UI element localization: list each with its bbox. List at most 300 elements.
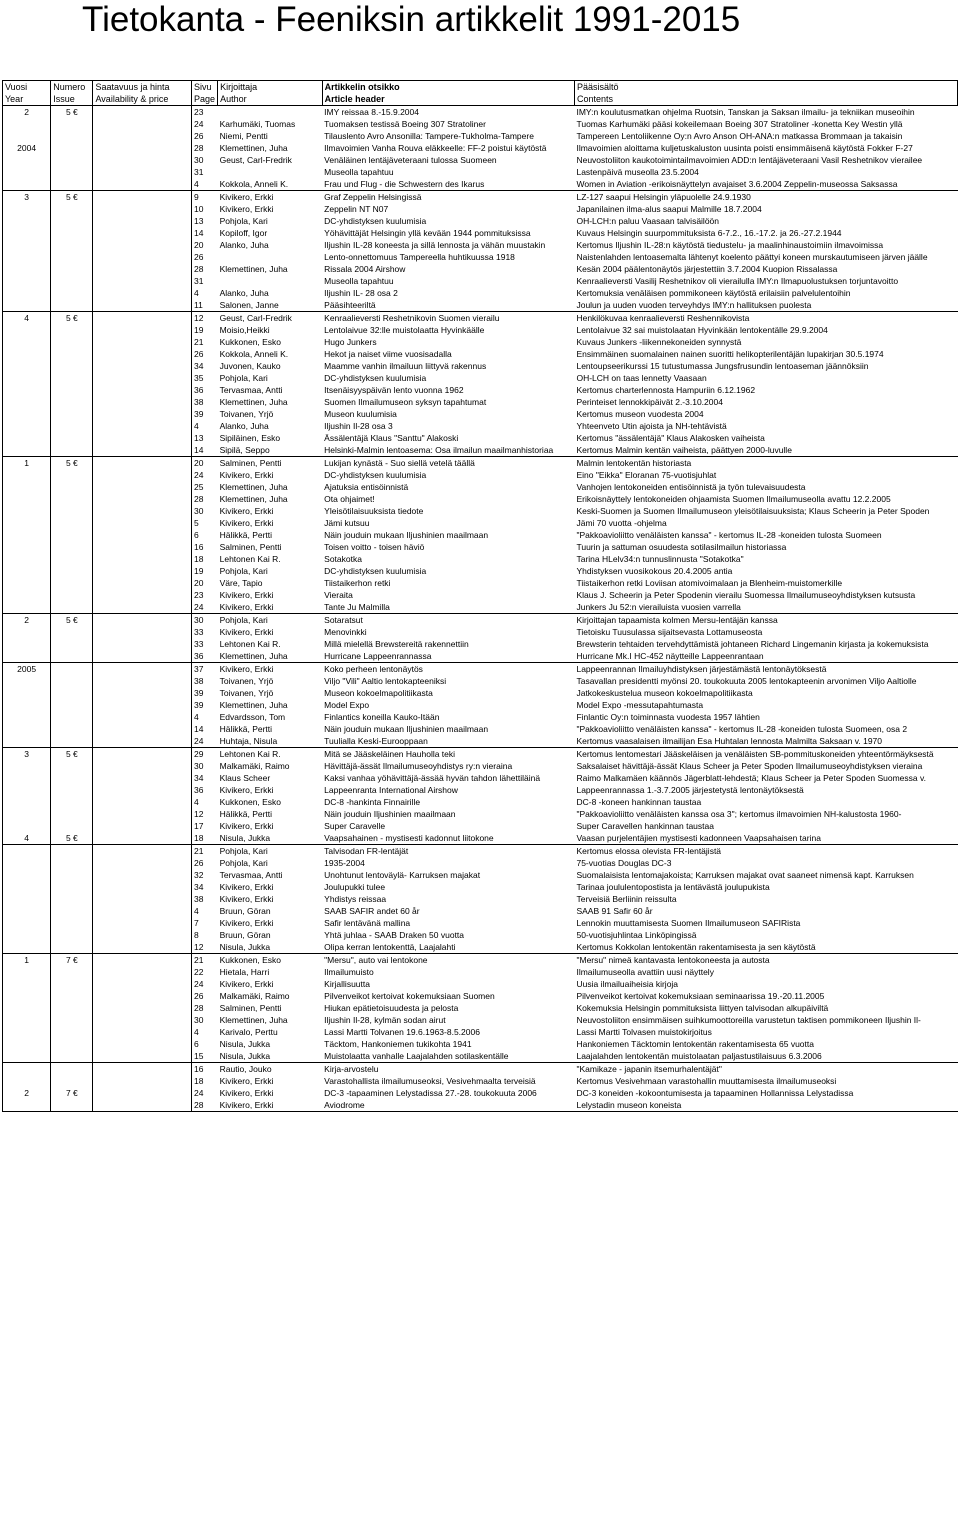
author-cell: Klemettinen, Juha xyxy=(219,494,288,504)
year-cell xyxy=(3,1099,51,1112)
year-cell xyxy=(3,444,51,457)
availability-cell xyxy=(93,505,192,517)
year-cell xyxy=(3,626,51,638)
page-cell: 38 xyxy=(193,676,204,686)
year-cell xyxy=(3,553,51,565)
issue-cell xyxy=(51,784,93,796)
page-cell: 10 xyxy=(193,204,204,214)
page-cell: 30 xyxy=(193,1015,204,1025)
content-cell: LZ-127 saapui Helsingin yläpuolelle 24.9.1930 xyxy=(574,191,957,204)
author-cell: Geust, Carl-Fredrik xyxy=(219,155,292,165)
content-cell: "Mersu" nimeä kantavasta lentokoneesta ja autosta xyxy=(574,954,957,967)
year-cell: 2004 xyxy=(3,142,51,154)
year-cell xyxy=(3,432,51,444)
year-cell xyxy=(3,348,51,360)
issue-cell xyxy=(51,287,93,299)
page-cell: 39 xyxy=(193,700,204,710)
content-cell: Kertomus "ässälentäjä" Klaus Alakosken vaiheista xyxy=(576,433,765,443)
availability-cell xyxy=(93,857,192,869)
content-cell: Kertomus Kokkolan lentokentän rakentamisesta ja sen käytöstä xyxy=(576,942,816,952)
article-title-cell: Muistolaatta vanhalle Laajalahden sotilaskentälle xyxy=(324,1051,509,1061)
issue-cell: 5 € xyxy=(51,312,93,325)
year-cell xyxy=(3,493,51,505)
issue-cell xyxy=(51,601,93,614)
page-cell: 34 xyxy=(193,361,204,371)
issue-cell xyxy=(51,372,93,384)
author-cell: Salminen, Pentti xyxy=(218,457,323,470)
article-title-cell: DC-3 -tapaaminen Lelystadissa 27.-28. toukokuuta 2006 xyxy=(324,1088,537,1098)
year-cell xyxy=(3,929,51,941)
issue-cell xyxy=(51,723,93,735)
page-cell: 4 xyxy=(193,1027,199,1037)
page-cell: 28 xyxy=(191,1099,217,1112)
article-title-cell: Helsinki-Malmin lentoasema: Osa ilmailun maailmanhistoriaa xyxy=(324,445,554,455)
author-cell: Kivikero, Erkki xyxy=(219,470,274,480)
content-cell: Tasavallan presidentti myönsi 20. toukokuuta 2005 lentokapteenin arvonimen Viljo Aaltiolle xyxy=(576,676,917,686)
table-row xyxy=(3,191,958,204)
page-cell: 28 xyxy=(193,494,204,504)
article-title-cell: Kenraalieversti Reshetnikovin Suomen vierailu xyxy=(322,312,574,325)
availability-cell xyxy=(93,1063,192,1076)
page-cell: 13 xyxy=(193,216,204,226)
page-cell: 6 xyxy=(193,1039,199,1049)
table-row xyxy=(3,601,958,614)
table-row xyxy=(3,675,958,687)
page-cell: 19 xyxy=(193,325,204,335)
article-title-cell: Graf Zeppelin Helsingissä xyxy=(322,191,574,204)
issue-cell xyxy=(51,675,93,687)
page-cell: 36 xyxy=(193,651,204,661)
issue-cell xyxy=(51,941,93,954)
content-cell: Tuomas Karhumäki pääsi kokeilemaan Boeing 307 Stratoliner -konetta Key Westin yllä xyxy=(576,119,903,129)
availability-cell xyxy=(93,772,192,784)
year-cell xyxy=(3,529,51,541)
year-cell xyxy=(3,1026,51,1038)
availability-cell xyxy=(93,954,192,967)
article-title-cell: Itsenäisyyspäivän lento vuonna 1962 xyxy=(324,385,464,395)
content-cell: Naistenlahden lentoasemalta lähtenyt koelento päättyi koneen murskautumiseen järven jäälle xyxy=(576,252,928,262)
page-cell: 18 xyxy=(193,554,204,564)
page-cell: 20 xyxy=(193,578,204,588)
article-title-cell: Menovinkki xyxy=(324,627,367,637)
year-cell xyxy=(3,154,51,166)
content-cell: Suomalaisista lentomajakoista; Karruksen majakat ovat saaneet nimensä kapt. Karruksen xyxy=(576,870,914,880)
issue-cell xyxy=(51,881,93,893)
content-cell: Kertomus lentomestari Jääskeläisen ja venäläisten SB-pommituskoneiden yhteentörmäyksestä xyxy=(574,748,957,761)
content-cell: Raimo Malkamäen käännös Jägerblatt-lehdestä; Klaus Scheer ja Peter Spoden Suomessa v. xyxy=(576,773,926,783)
header-kirjoittaja: Kirjoittaja Author xyxy=(218,81,323,106)
article-title-cell: Hekot ja naiset viime vuosisadalla xyxy=(324,349,452,359)
author-cell: Kivikero, Erkki xyxy=(219,518,274,528)
content-cell: Klaus J. Scheerin ja Peter Spodenin vierailu Suomessa Ilmailumuseoyhdistyksen kutsusta xyxy=(576,590,916,600)
availability-cell xyxy=(93,699,192,711)
year-cell xyxy=(3,130,51,142)
author-cell: Geust, Carl-Fredrik xyxy=(218,312,323,325)
page-cell: 29 xyxy=(191,748,217,761)
year-cell xyxy=(3,203,51,215)
author-cell: Nisula, Jukka xyxy=(219,1051,271,1061)
content-cell: Japanilainen ilma-alus saapui Malmille 18.7.2004 xyxy=(576,204,762,214)
table-row xyxy=(3,565,958,577)
page-cell: 16 xyxy=(193,542,204,552)
issue-cell xyxy=(51,638,93,650)
article-title-cell: Talvisodan FR-lentäjät xyxy=(322,845,574,858)
author-cell: Niemi, Pentti xyxy=(219,131,268,141)
year-cell xyxy=(3,784,51,796)
page-cell: 4 xyxy=(193,906,199,916)
availability-cell xyxy=(93,869,192,881)
content-cell: Kirjoittajan tapaamista kolmen Mersu-lentäjän kanssa xyxy=(574,614,957,627)
author-cell: Kokkola, Anneli K. xyxy=(219,179,289,189)
issue-cell: 7 € xyxy=(51,954,93,967)
article-title-cell: DC-8 -hankinta Finnairille xyxy=(324,797,421,807)
table-row xyxy=(3,832,958,845)
content-cell: Neuvostoliiton kaukotoimintailmavoimien ADD:n lentäjäveteraani Vasil Reshetnikov vierailee xyxy=(576,155,923,165)
article-title-cell: Tilauslento Avro Ansonilla: Tampere-Tukholma-Tampere xyxy=(324,131,534,141)
article-title-cell: IMY reissaa 8.-15.9.2004 xyxy=(324,107,419,117)
page-cell: 9 xyxy=(191,191,217,204)
page-cell: 31 xyxy=(193,276,204,286)
table-row xyxy=(3,1050,958,1063)
article-title-cell: Yleisötilaisuuksista tiedote xyxy=(324,506,424,516)
table-row xyxy=(3,917,958,929)
author-cell: Väre, Tapio xyxy=(219,578,263,588)
page-cell: 26 xyxy=(193,252,204,262)
availability-cell xyxy=(93,529,192,541)
page-cell: 36 xyxy=(193,385,204,395)
table-row xyxy=(3,348,958,360)
page-cell: 38 xyxy=(193,397,204,407)
year-cell xyxy=(3,227,51,239)
table-row xyxy=(3,1014,958,1026)
issue-cell xyxy=(51,650,93,663)
content-cell: Lentoupseerikurssi 15 tutustumassa Jungsfrusundin lentoaseman jäännöksiin xyxy=(576,361,869,371)
author-cell: Kivikero, Erkki xyxy=(219,602,274,612)
year-cell xyxy=(3,299,51,312)
table-row xyxy=(3,275,958,287)
table-row xyxy=(3,1087,958,1099)
author-cell: Salonen, Janne xyxy=(219,300,279,310)
article-title-cell: Museolla tapahtuu xyxy=(324,167,394,177)
table-row xyxy=(3,650,958,663)
article-title-cell: Pääsihteeriltä xyxy=(324,300,376,310)
author-cell: Toivanen, Yrjö xyxy=(219,409,274,419)
year-cell xyxy=(3,589,51,601)
author-cell: Kivikero, Erkki xyxy=(219,882,274,892)
page-title: Tietokanta - Feeniksin artikkelit 1991-2015 xyxy=(82,0,741,39)
page-cell: 38 xyxy=(193,894,204,904)
availability-cell xyxy=(93,1014,192,1026)
table-row xyxy=(3,978,958,990)
issue-cell xyxy=(51,1014,93,1026)
page-cell: 23 xyxy=(193,107,204,117)
page-cell: 20 xyxy=(191,457,217,470)
issue-cell xyxy=(51,893,93,905)
content-cell: Lelystadin museon koneista xyxy=(574,1099,957,1112)
year-cell xyxy=(3,360,51,372)
availability-cell xyxy=(93,784,192,796)
page-cell: 36 xyxy=(193,785,204,795)
availability-cell xyxy=(93,638,192,650)
table-row xyxy=(3,529,958,541)
table-row xyxy=(3,178,958,191)
author-cell: Karivalo, Perttu xyxy=(219,1027,278,1037)
issue-cell xyxy=(51,118,93,130)
year-cell xyxy=(3,372,51,384)
page-cell: 34 xyxy=(193,882,204,892)
page-cell: 26 xyxy=(193,131,204,141)
article-title-cell: Model Expo xyxy=(324,700,370,710)
content-cell: Kenraalieversti Vasilij Reshetnikov oli vierailulla IMY:n Ilmapuolustuksen torjuntavoitto xyxy=(576,276,899,286)
year-cell xyxy=(3,917,51,929)
availability-cell xyxy=(93,748,192,761)
article-title-cell: Koko perheen lentonäytös xyxy=(322,663,574,676)
issue-cell xyxy=(51,735,93,748)
availability-cell xyxy=(93,299,192,312)
availability-cell xyxy=(93,735,192,748)
content-cell: Yhdistyksen vuosikokous 20.4.2005 antia xyxy=(576,566,733,576)
article-title-cell: Safir lentävänä mallina xyxy=(324,918,411,928)
article-table xyxy=(2,80,958,1112)
article-title-cell: Viljo "Vili" Aaltio lentokapteeniksi xyxy=(324,676,447,686)
author-cell: Toivanen, Yrjö xyxy=(219,688,274,698)
year-cell xyxy=(3,796,51,808)
page-cell: 21 xyxy=(193,337,204,347)
article-title-cell: 1935-2004 xyxy=(324,858,365,868)
content-cell: SAAB 91 Safir 60 år xyxy=(576,906,653,916)
table-row xyxy=(3,263,958,275)
page-cell: 25 xyxy=(193,482,204,492)
content-cell: Tampereen Lentoliikenne Oy:n Avro Anson OH-ANA:n matkassa Brommaan ja takaisin xyxy=(576,131,903,141)
article-title-cell: Ässälentäjä Klaus "Santtu" Alakoski xyxy=(324,433,459,443)
page-cell: 24 xyxy=(193,602,204,612)
page-cell: 20 xyxy=(193,240,204,250)
page-cell: 13 xyxy=(193,433,204,443)
page-cell: 39 xyxy=(193,688,204,698)
author-cell: Lehtonen Kai R. xyxy=(218,748,323,761)
article-title-cell: Museon kuulumisia xyxy=(324,409,397,419)
author-cell: Edvardsson, Tom xyxy=(219,712,286,722)
page-cell: 28 xyxy=(193,1003,204,1013)
table-row xyxy=(3,735,958,748)
author-cell: Klemettinen, Juha xyxy=(219,397,288,407)
author-cell: Kivikero, Erkki xyxy=(219,1076,274,1086)
article-title-cell: "Mersu", auto vai lentokone xyxy=(322,954,574,967)
table-row xyxy=(3,577,958,589)
content-cell: "Kamikaze - japanin itsemurhalentäjät" xyxy=(574,1063,957,1076)
issue-cell xyxy=(51,699,93,711)
table-row xyxy=(3,796,958,808)
content-cell: Kertomus museon vuodesta 2004 xyxy=(576,409,704,419)
availability-cell xyxy=(93,893,192,905)
header-saatavuus: Saatavuus ja hinta Availability & price xyxy=(93,81,192,106)
availability-cell xyxy=(93,1002,192,1014)
issue-cell xyxy=(51,1038,93,1050)
table-row xyxy=(3,312,958,325)
content-cell: Ilmailumuseolla avattiin uusi näyttely xyxy=(576,967,714,977)
table-row xyxy=(3,990,958,1002)
content-cell: Ilmavoimien aloittama kuljetuskaluston uusinta poisti ensimmäisenä käytöstä Fokker F-27 xyxy=(576,143,913,153)
author-cell: Malkamäki, Raimo xyxy=(219,991,290,1001)
author-cell: Bruun, Göran xyxy=(219,930,271,940)
content-cell: Vanhojen lentokoneiden entisöinnistä ja työn tulevaisuudesta xyxy=(576,482,806,492)
article-title-cell: Iljushin IL-28 koneesta ja sillä lennosta ja vähän muustakin xyxy=(324,240,546,250)
article-title-cell: Unohtunut lentoväylä- Karruksen majakat xyxy=(324,870,481,880)
content-cell: Lastenpäivä museolla 23.5.2004 xyxy=(576,167,699,177)
issue-cell: 5 € xyxy=(51,457,93,470)
article-title-cell: Iljushin Il-28 osa 3 xyxy=(324,421,393,431)
availability-cell xyxy=(93,469,192,481)
year-cell xyxy=(3,966,51,978)
table-row xyxy=(3,663,958,676)
issue-cell: 5 € xyxy=(51,832,93,845)
page-cell: 24 xyxy=(193,1088,204,1098)
content-cell: Hurricane Mk.I HC-452 näytteille Lappeenrantaan xyxy=(576,651,764,661)
issue-cell xyxy=(51,275,93,287)
author-cell: Toivanen, Yrjö xyxy=(219,676,274,686)
issue-cell xyxy=(51,360,93,372)
availability-cell xyxy=(93,711,192,723)
availability-cell xyxy=(93,251,192,263)
page-cell: 14 xyxy=(193,445,204,455)
availability-cell xyxy=(93,541,192,553)
availability-cell xyxy=(93,663,192,676)
availability-cell xyxy=(93,457,192,470)
availability-cell xyxy=(93,360,192,372)
availability-cell xyxy=(93,287,192,299)
year-cell: 2 xyxy=(3,106,51,119)
author-cell: Klemettinen, Juha xyxy=(219,143,288,153)
table-row xyxy=(3,299,958,312)
content-cell: Laajalahden lentokentän muistolaatan paljastustilaisuus 6.3.2006 xyxy=(576,1051,822,1061)
article-title-cell: DC-yhdistyksen kuulumisia xyxy=(324,216,427,226)
author-cell xyxy=(218,275,323,287)
content-cell: Kertomus charterlennosta Hampuriin 6.12.1962 xyxy=(576,385,756,395)
author-cell: Kokkola, Anneli K. xyxy=(219,349,289,359)
table-row xyxy=(3,772,958,784)
issue-cell xyxy=(51,1099,93,1112)
content-cell: Junkers Ju 52:n vierailuista vuosien varrella xyxy=(576,602,741,612)
page-cell: 12 xyxy=(193,809,204,819)
availability-cell xyxy=(93,941,192,954)
article-title-cell: Joulupukki tulee xyxy=(324,882,386,892)
table-row xyxy=(3,106,958,119)
header-numero: Numero Issue xyxy=(51,81,93,106)
content-cell: Kuvaus Helsingin suurpommituksista 6-7.2., 16.-17.2. ja 26.-27.2.1944 xyxy=(576,228,842,238)
issue-cell xyxy=(51,626,93,638)
table-row xyxy=(3,1075,958,1087)
content-cell: Model Expo -messutapahtumasta xyxy=(576,700,704,710)
year-cell xyxy=(3,808,51,820)
author-cell: Bruun, Göran xyxy=(219,906,271,916)
table-row xyxy=(3,420,958,432)
year-cell xyxy=(3,178,51,191)
article-title-cell: Jämi kutsuu xyxy=(324,518,370,528)
page-cell: 8 xyxy=(193,930,199,940)
page-cell: 4 xyxy=(193,421,199,431)
article-title-cell: Vaapsahainen - mystisesti kadonnut liitokone xyxy=(324,833,494,843)
page-cell: 37 xyxy=(191,663,217,676)
availability-cell xyxy=(93,929,192,941)
page-cell: 30 xyxy=(193,155,204,165)
page-cell: 34 xyxy=(193,773,204,783)
author-cell: Kukkonen, Esko xyxy=(219,337,282,347)
availability-cell xyxy=(93,178,192,191)
issue-cell xyxy=(51,917,93,929)
article-title-cell: Näin jouduin Iljushinien maailmaan xyxy=(324,809,456,819)
availability-cell xyxy=(93,130,192,142)
content-cell: "Pakkoavioliitto venäläisten kanssa" - kertomus IL-28 -koneiden tulosta Suomeen xyxy=(576,530,882,540)
header-row xyxy=(3,81,958,106)
year-cell xyxy=(3,941,51,954)
issue-cell: 7 € xyxy=(51,1087,93,1099)
author-cell: Sipilä, Seppo xyxy=(219,445,270,455)
year-cell xyxy=(3,166,51,178)
availability-cell xyxy=(93,166,192,178)
author-cell: Juvonen, Kauko xyxy=(219,361,281,371)
issue-cell xyxy=(51,820,93,832)
issue-cell xyxy=(51,227,93,239)
issue-cell xyxy=(51,154,93,166)
content-cell: 50-vuotisjuhlintaa Linköpingissä xyxy=(576,930,697,940)
author-cell: Nisula, Jukka xyxy=(219,833,271,843)
table-row xyxy=(3,1002,958,1014)
page-cell: 7 xyxy=(193,918,199,928)
table-row xyxy=(3,287,958,299)
author-cell: Klemettinen, Juha xyxy=(219,651,288,661)
table-row xyxy=(3,881,958,893)
table-row xyxy=(3,432,958,444)
page-cell: 22 xyxy=(193,967,204,977)
table-row xyxy=(3,638,958,650)
table-row xyxy=(3,626,958,638)
article-title-cell: Super Caravelle xyxy=(324,821,386,831)
page-cell: 6 xyxy=(193,530,199,540)
availability-cell xyxy=(93,215,192,227)
author-cell: Klaus Scheer xyxy=(219,773,271,783)
article-title-cell: Sotakotka xyxy=(324,554,362,564)
issue-cell xyxy=(51,760,93,772)
author-cell: Malkamäki, Raimo xyxy=(219,761,290,771)
year-cell xyxy=(3,287,51,299)
issue-cell xyxy=(51,432,93,444)
table-row xyxy=(3,905,958,917)
year-cell xyxy=(3,978,51,990)
article-title-cell: Rissala 2004 Airshow xyxy=(324,264,406,274)
page-cell: 15 xyxy=(193,1051,204,1061)
page-cell: 26 xyxy=(193,858,204,868)
year-cell xyxy=(3,1050,51,1063)
author-cell xyxy=(218,106,323,119)
issue-cell xyxy=(51,529,93,541)
content-cell: Kuvaus Junkers -liikennekoneiden synnystä xyxy=(576,337,742,347)
content-cell: Keski-Suomen ja Suomen Ilmailumuseon yleisötilaisuuksista; Klaus Scheerin ja Peter Spoden xyxy=(576,506,930,516)
content-cell: 75-vuotias Douglas DC-3 xyxy=(576,858,672,868)
content-cell: Brewsterin tehtaiden tervehdyttämistä johtaneen Richard Lingemanin kirjasta ja kokemuksista xyxy=(576,639,929,649)
article-title-cell: Iljushin Il-28, kylmän sodan airut xyxy=(324,1015,446,1025)
author-cell: Alanko, Juha xyxy=(219,240,269,250)
availability-cell xyxy=(93,444,192,457)
availability-cell xyxy=(93,239,192,251)
author-cell: Kopiloff, Igor xyxy=(219,228,268,238)
year-cell xyxy=(3,336,51,348)
author-cell: Lehtonen Kai R. xyxy=(219,639,281,649)
issue-cell xyxy=(51,481,93,493)
author-cell: Kivikero, Erkki xyxy=(219,590,274,600)
availability-cell xyxy=(93,905,192,917)
table-row xyxy=(3,808,958,820)
year-cell xyxy=(3,687,51,699)
